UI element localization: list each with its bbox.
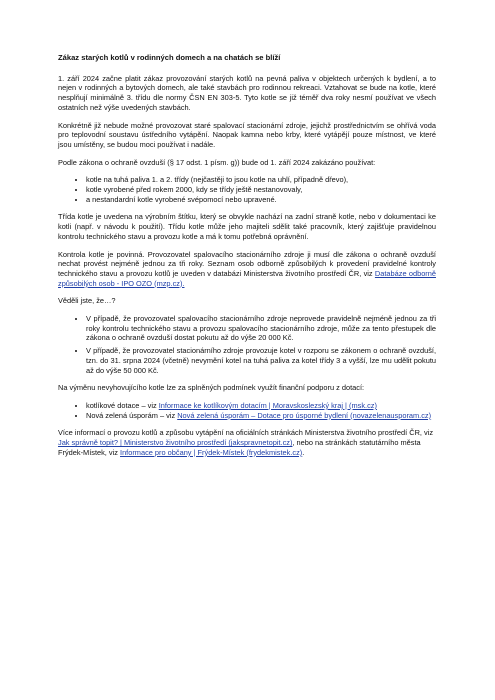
list-item: • V případě, že provozovatel stacionárního zdroje provozuje kotel v rozporu se zákonem o ochraně ovzduší, tzn. do 31. srpna 2024 (včetně) nevymění kotel na tuhá paliva za kotel třídy 3 a vyšší, lze mu udělit pokutu až do výše 50 000 Kč. [86,346,436,375]
subsidy-text: kotlíkové dotace – viz [86,400,159,410]
document-content [58,53,436,466]
paragraph-law: Podle zákona o ochraně ovzduší (§ 17 odst. 1 písm. g)) bude od 1. září 2024 zakázáno používat: [58,157,376,167]
list-item [86,401,436,411]
paragraph-subsidies: Na výměnu nevyhovujícího kotle lze za splněných podmínek využít finanční podporu z dotací: [58,383,365,393]
paragraph-more-info [58,428,436,457]
list-item: • V případě, že provozovatel spalovacího stacionárního zdroje neprovede pravidelně nejméně jednou za tři roky kontrolu technického stavu a provozu spalovacího stacionárního zdroje, může za tento přestupek dle zákona o ochraně ovzduší dostat pokutu až do výše 20 000 Kč. [86,314,436,343]
page-title: Zákaz starých kotlů v rodinných domech a na chatách se blíží [58,53,281,62]
list-item: • a nestandardní kotle vyrobené svépomocí nebo upravené. [86,195,436,205]
subsidies-list [58,401,436,420]
paragraph-did-you-know: Věděli jste, že…? [58,296,116,306]
inspection-text: Kontrola kotle je povinná. Provozovatel spalovacího stacionárního zdroje ji musí dle zákona o ochraně ovzduší nechat provést nejméně jednou za tři roky. Seznam osob odborně způsobilých k provedení pravidelné kontroly technického stavu a provozu kotlů je uveden v databázi Ministerstva životního prostředí ČR, viz [58,249,436,278]
frydek-mistek-link[interactable]: Informace pro občany | Frýdek-Místek (frydekmistek.cz) [120,447,303,457]
ipo-ozo-database-link[interactable]: Databáze odborně způsobilých osob - IPO OZO (mzp.cz). [58,268,436,288]
paragraph-boiler-class: Třída kotle je uvedena na výrobním štítku, který se obvykle nachází na zadní straně kotle, nebo v dokumentaci ke kotli (např. v návodu k použití). Třídu kotle může jeho majiteli sdělit také pracovník, který zajišťuje pravidelnou kontrolu technického stavu a provozu kotle a má k tomu potřebná oprávnění. [58,212,436,241]
more-info-text: . [302,447,305,457]
paragraph-intro: 1. září 2024 začne platit zákaz provozování starých kotlů na pevná paliva v objektech určených k bydlení, a to nejen v rodinných a bytových domech, ale také stavbách pro rodinnou rekreaci. Vztahovat se bude na kotle, které nesplňují minimálně 3. třídu dle normy ČSN EN 303-5. Tyto kotle se již téměř dva roky nesmí používat ve všech ostatních než výše uvedených stavbách. [58,73,436,112]
nova-zelena-usporam-link[interactable]: Nová zelená úsporám – Dotace pro úsporné bydlení (novazelenausporam.cz) [177,410,432,420]
fines-list [58,314,436,375]
more-info-text: Více informací o provozu kotlů a způsobu vytápění na oficiálních stránkách Ministerstva životního prostředí ČR, viz [58,428,434,438]
paragraph-inspection [58,250,436,289]
kotlikove-dotace-link[interactable]: Informace ke kotlíkovým dotacím | Moravskoslezský kraj | (msk.cz) [158,400,377,410]
list-item [86,411,436,421]
banned-boilers-list [58,175,436,204]
paragraph-scope: Konkrétně již nebude možné provozovat staré spalovací stacionární zdroje, jejichž prostřednictvím se ohřívá voda pro teplovodní soustavu ústředního vytápění. Naopak kamna nebo krby, které vytápějí pouze místnost, ve které jsou umístěny, se budou moci používat i nadále. [58,120,436,149]
subsidy-text: Nová zelená úsporám – viz [86,410,178,420]
list-item: • kotle na tuhá paliva 1. a 2. třídy (nejčastěji to jsou kotle na uhlí, případně dřevo), [86,175,436,185]
list-item: • kotle vyrobené před rokem 2000, kdy se třídy ještě nestanovovaly, [86,185,436,195]
jak-spravne-topit-link[interactable]: Jak správně topit? | Ministerstvo životního prostředí (jakspravnetopit.cz) [58,438,293,448]
more-info-text: , nebo na stránkách statutárního města Frýdek-Místek, viz [58,438,421,457]
